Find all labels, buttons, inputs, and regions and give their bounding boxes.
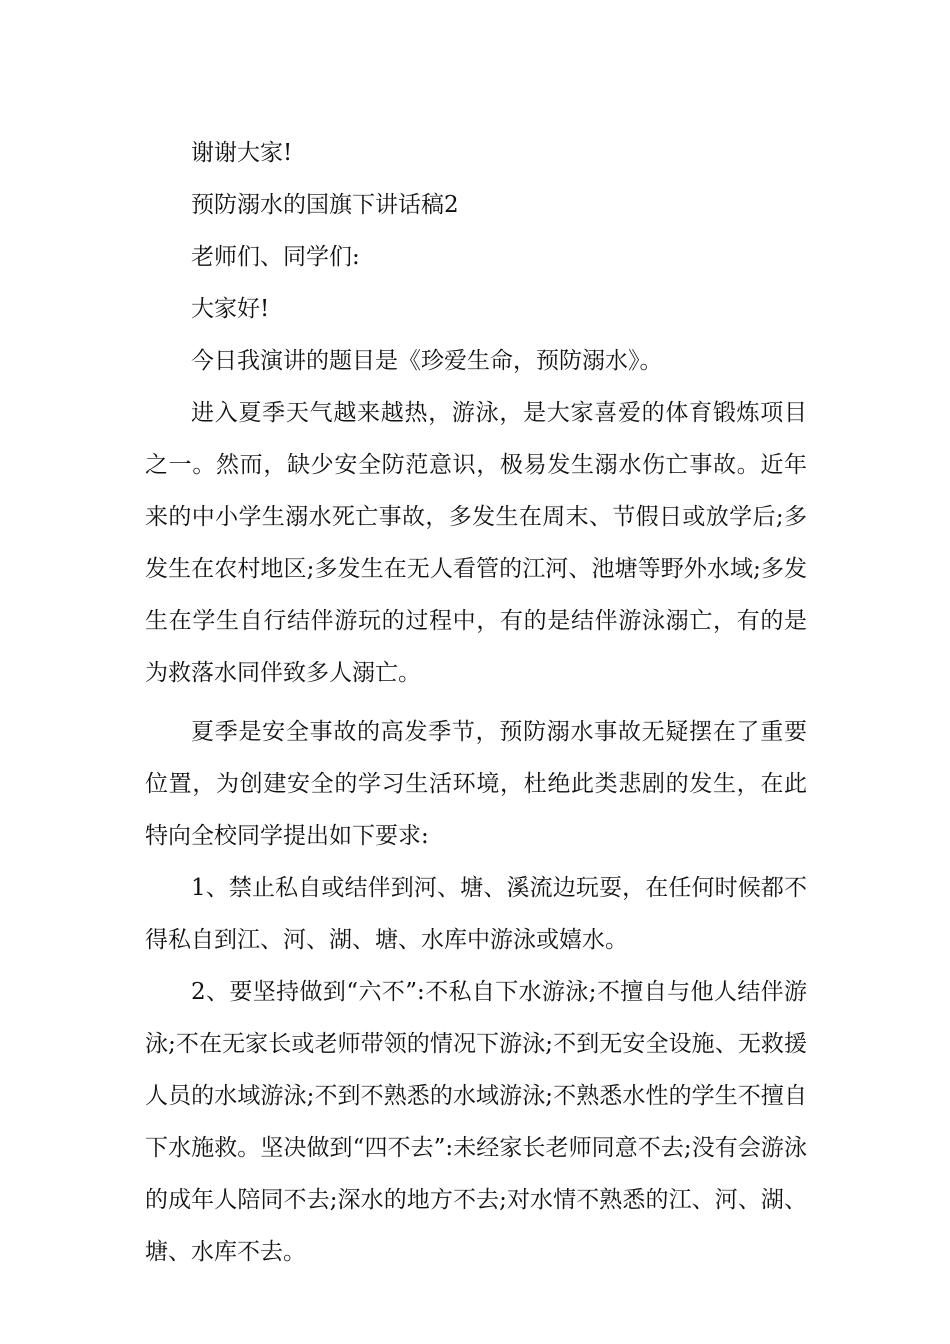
body-paragraph-requirements: 夏季是安全事故的高发季节，预防溺水事故无疑摆在了重要位置，为创建安全的学习生活环境，杜绝此类悲剧的发生，在此特向全校同学提出如下要求: xyxy=(145,719,807,849)
salutation: 老师们、同学们: xyxy=(191,244,360,270)
requirement-2: 2、要坚持做到“六不”:不私自下水游泳;不擅自与他人结伴游泳;不在无家长或老师带领的情况下游泳;不到无安全设施、无救援人员的水域游泳;不到不熟悉的水域游泳;不熟悉水性的学生不擅自下水施救。坚决做到“四不去”:未经家长老师同意不去;没有会游泳的成年人陪同不去;深水的地方不去;对水情不熟悉的江、河、湖、塘、水库不去。 xyxy=(145,979,807,1265)
speech-title: 预防溺水的国旗下讲话稿2 xyxy=(191,192,459,218)
topic-line: 今日我演讲的题目是《珍爱生命，预防溺水》。 xyxy=(191,348,663,374)
greeting: 大家好! xyxy=(191,296,270,322)
closing-thanks: 谢谢大家! xyxy=(191,140,293,166)
document-body xyxy=(145,127,807,1278)
requirement-1: 1、禁止私自或结伴到河、塘、溪流边玩耍，在任何时候都不得私自到江、河、湖、塘、水库中游泳或嬉水。 xyxy=(145,875,807,953)
body-paragraph-summer: 进入夏季天气越来越热，游泳，是大家喜爱的体育锻炼项目之一。然而，缺少安全防范意识，极易发生溺水伤亡事故。近年来的中小学生溺水死亡事故，多发生在周末、节假日或放学后;多发生在农村地区;多发生在无人看管的江河、池塘等野外水域;多发生在学生自行结伴游玩的过程中，有的是结伴游泳溺亡，有的是为救落水同伴致多人溺亡。 xyxy=(145,400,807,686)
